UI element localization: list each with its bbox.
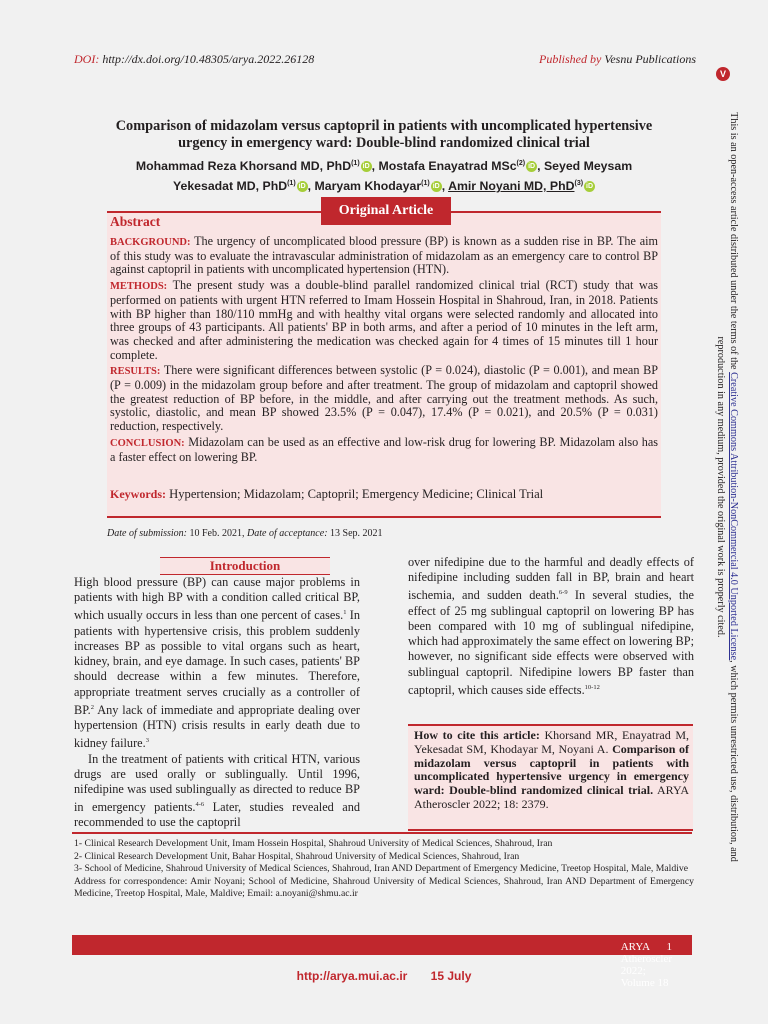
author-list	[110, 155, 658, 195]
license-link[interactable]: Creative Commons Attribution-NonCommercial 4.0 Unported License	[728, 372, 739, 661]
author-separator: ,	[371, 159, 379, 174]
acceptance-label: Date of acceptance:	[247, 528, 328, 539]
results-label: RESULTS:	[110, 366, 161, 378]
intro-text: Any lack of immediate and appropriate dealing over hypertension (HTN) crisis results in early death due to kidney failure.	[74, 702, 360, 751]
corresponding-author-name: Amir Noyani MD, PhD	[448, 179, 575, 194]
license-sidebar	[710, 92, 740, 882]
orcid-icon[interactable]: iD	[586, 183, 594, 191]
submission-label: Date of submission:	[107, 528, 187, 539]
keywords-label: Keywords:	[110, 487, 166, 501]
intro-text: Later, studies revealed and recommended to use the captopril	[74, 800, 360, 830]
affiliation-item: 1- Clinical Research Development Unit, Imam Hossein Hospital, Shahroud University of Medical Sciences, Shahroud, Iran	[74, 838, 553, 849]
citation-journal: ARYA Atheroscler 2022; 18: 2379.	[414, 783, 689, 811]
conclusion-label: CONCLUSION:	[110, 437, 185, 449]
journal-url[interactable]: http://arya.mui.ac.ir	[296, 969, 408, 983]
column-left	[74, 575, 360, 831]
reference-marker[interactable]: 3	[145, 737, 149, 745]
abstract-results	[110, 364, 658, 434]
reference-marker[interactable]: 4-6	[195, 801, 205, 809]
issue-date: 15 July	[430, 969, 472, 983]
abstract-background	[110, 235, 658, 277]
running-footer-text	[620, 938, 682, 989]
intro-paragraph-2	[74, 752, 360, 831]
orcid-icon[interactable]: iD	[432, 183, 440, 191]
dates-line	[107, 528, 383, 539]
intro-text: In the treatment of patients with critical HTN, various drugs are used orally or sublingually. Until 1996, nifedipine was used sublingually as directed to reduce BP in emergency patients.	[74, 751, 360, 815]
orcid-icon[interactable]: iD	[528, 163, 536, 171]
affiliation-item: 3- School of Medicine, Shahroud University of Medical Sciences, Shahroud, Iran AND Department of Emergency Medicine, Treetop Hospital, Male, Maldive	[74, 863, 689, 875]
citation-label: How to cite this article:	[414, 728, 540, 742]
author-affiliation: (1)	[351, 160, 360, 167]
citation-text	[414, 729, 689, 812]
journal-volume: ARYA Atheroscler 2022; Volume 18	[620, 941, 672, 989]
background-label: BACKGROUND:	[110, 237, 191, 248]
intro-text: In several studies, the effect of 25 mg sublingual captopril on lowering BP has been compared with 10 mg of sublingual nifedipine, which had approximately the same effect on lowering BP; however, no significant side effects were observed with sublingual captopril. Nifedipine lowers BP faster than captopril, which causes side effects.	[408, 588, 694, 697]
doi-line	[74, 52, 314, 67]
article-type-badge: Original Article	[321, 197, 451, 225]
author-name: Mostafa Enayatrad MSc	[378, 159, 517, 174]
doi-label: DOI:	[74, 52, 100, 66]
bottom-strip	[0, 969, 768, 983]
article-title: Comparison of midazolam versus captopril in patients with uncomplicated hypertensive urgency in emergency ward: Double-blind randomized clinical trial	[115, 118, 653, 151]
reference-marker[interactable]: 1	[343, 609, 347, 617]
author-affiliation: (1)	[287, 180, 296, 188]
citation-authors: Khorsand MR, Enayatrad M, Yekesadat SM, Khodayar M, Noyani A.	[414, 728, 689, 756]
correspondence-address: Address for correspondence: Amir Noyani; School of Medicine, Shahroud University of Medical Sciences, Shahroud, Iran AND Department of Emergency Medicine, Treetop Hospital, Male, Maldive; Email: a.noyani@shmu.ac.ir	[74, 875, 694, 900]
abstract-heading: Abstract	[110, 214, 161, 229]
abstract-body	[110, 235, 658, 466]
orcid-icon[interactable]: iD	[362, 163, 370, 171]
methods-label: METHODS:	[110, 281, 168, 293]
author-separator: ,	[537, 159, 544, 174]
results-text: There were significant differences between systolic (P = 0.024), diastolic (P = 0.001), and mean BP (P = 0.009) in the midazolam group before and after treatment. The group of midazolam and captopril showed the greatest reduction of BP before, in the middle, and after carrying out the treatment methods. As such, systolic, diastolic, and mean BP showed 23.5% (P = 0.047), 17.4% (P = 0.021), and 20.5% (P = 0.031) reduction, respectively.	[110, 363, 658, 434]
author-separator: ,	[307, 179, 315, 194]
keywords-text: Hypertension; Midazolam; Captopril; Emergency Medicine; Clinical Trial	[169, 487, 544, 501]
abstract-methods	[110, 279, 658, 362]
license-text-after: , which permits unrestricted use, distribution, and reproduction in any medium, provided the original work is properly cited.	[715, 336, 739, 862]
reference-marker[interactable]: 6-9	[558, 589, 568, 597]
author-affiliation: (2)	[516, 160, 526, 167]
publisher-logo-icon: V	[716, 67, 730, 81]
reference-marker[interactable]: 2	[90, 703, 95, 711]
intro-text: In patients with hypertensive crisis, this problem suddenly increases BP as possible to vital organs such as heart, kidney, brain, and eye damage. In such cases, patients' BP should decrease within a few minutes. Therefore, appropriate treatment serves crucially as a controller of BP.	[74, 608, 360, 717]
doi-link[interactable]: http://dx.doi.org/10.48305/arya.2022.26128	[102, 52, 315, 66]
author-affiliation: (1)	[421, 180, 430, 188]
orcid-icon[interactable]: iD	[298, 183, 306, 191]
acceptance-date: 13 Sep. 2021	[330, 528, 383, 539]
intro-text: High blood pressure (BP) can cause major problems in patients with high BP with a condition called critical BP, which usually occurs in less than one percent of cases.	[74, 575, 360, 623]
publisher-name: Vesnu Publications	[604, 52, 696, 66]
introduction-heading: Introduction	[160, 557, 330, 575]
publisher-line	[539, 52, 696, 67]
abstract-conclusion	[110, 436, 658, 464]
conclusion-text: Midazolam can be used as an effective and low-risk drug for lowering BP. Midazolam also has a faster effect on lowering BP.	[110, 434, 658, 464]
author-separator: ,	[441, 179, 449, 194]
submission-date: 10 Feb. 2021,	[189, 528, 245, 539]
license-text-before: This is an open-access article distributed under the terms of the	[728, 112, 739, 373]
methods-text: The present study was a double-blind parallel randomized clinical trial (RCT) study that was performed on patients with urgent HTN referred to Imam Hossein Hospital in Shahroud, Iran, in 2018. Patients with BP higher than 180/110 mmHg and with healthy vital organs were selected randomly and allocated into three groups of 43 participants. All patients' BP in both arms, and after a period of 10 minutes in the left arm, was checked and after administering the medication was checked again for 4 times of 15 minutes till 1 hour complete.	[110, 278, 659, 362]
affiliations	[74, 838, 694, 901]
background-text: The urgency of uncomplicated blood pressure (BP) is known as a sudden rise in BP. The aim of this study was to evaluate the intravascular administration of midazolam as an emergency care to control BP against captopril in patients with uncomplicated hypertension (HTN).	[110, 234, 658, 277]
keywords	[110, 487, 658, 502]
published-by-label: Published by	[539, 52, 602, 66]
intro-paragraph-2-cont	[408, 555, 694, 698]
reference-marker[interactable]: 10-12	[584, 683, 600, 691]
affiliation-item: 2- Clinical Research Development Unit, Bahar Hospital, Shahroud University of Medical Sciences, Shahroud, Iran	[74, 850, 520, 862]
author-name: Maryam Khodayar	[314, 179, 422, 194]
page-number: 1	[666, 941, 672, 953]
author-name: Seyed Meysam Yekesadat MD, PhD	[172, 159, 633, 194]
citation-title: Comparison of midazolam versus captopril in patients with uncomplicated hypertensive urgency in emergency ward: Double-blind randomized clinical trial.	[414, 741, 690, 798]
intro-paragraph-1	[74, 575, 360, 752]
author-affiliation: (3)	[574, 180, 584, 188]
author-name: Mohammad Reza Khorsand MD, PhD	[135, 159, 352, 174]
intro-text: over nifedipine due to the harmful and deadly effects of nifedipine including sudden fall in BP, brain and heart ischemia, and sudden death.	[408, 555, 694, 603]
column-right	[408, 555, 694, 698]
footnote-divider	[72, 832, 692, 834]
